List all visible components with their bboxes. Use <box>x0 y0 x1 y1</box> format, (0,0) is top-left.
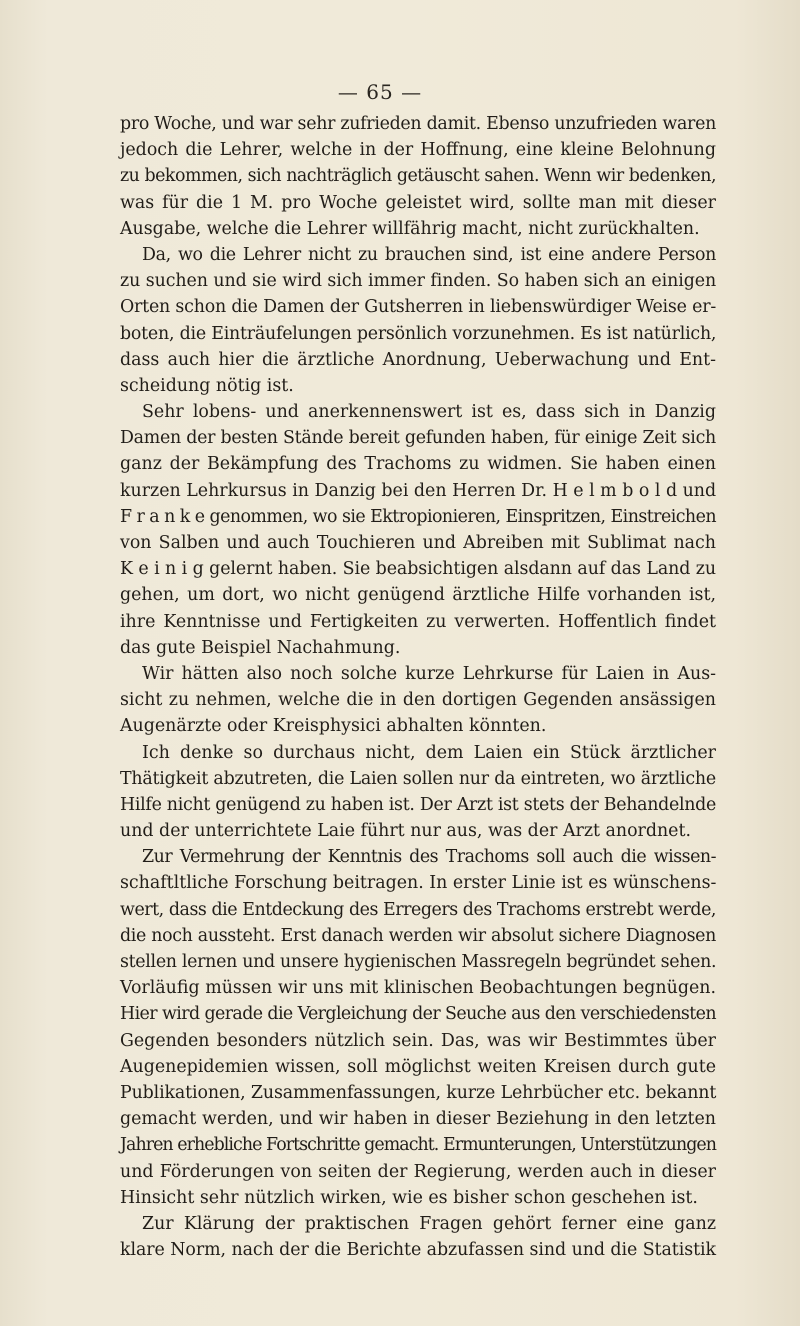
text-line: von Salben und auch Touchieren und Abreiben mit Sublimat nach <box>120 533 716 553</box>
text-line: ganz der Bekämpfung des Trachoms zu widmen. Sie haben einen <box>120 454 716 475</box>
text-line: Thätigkeit abzutreten, die Laien sollen nur da eintreten, wo ärztliche <box>120 768 716 789</box>
text-line: und der unterrichtete Laie führt nur aus, was der Arzt anordnet. <box>120 821 691 842</box>
text-line: dass auch hier die ärztliche Anordnung, Ueberwachung und Ent- <box>120 349 716 370</box>
text-line: Publikationen, Zusammenfassungen, kurze Lehrbücher etc. bekannt <box>120 1082 717 1103</box>
body-text <box>120 111 716 1263</box>
text-line: Jahren erhebliche Fortschritte gemacht. Ermunterungen, Unterstützungen <box>120 1135 716 1156</box>
text-line: Augenärzte oder Kreisphysici abhalten könnten. <box>120 716 547 737</box>
text-line: Sehr lobens- und anerkennenswert ist es, dass sich in Danzig <box>142 402 716 423</box>
text-line: boten, die Einträufelungen persönlich vorzunehmen. Es ist natürlich, <box>120 323 717 344</box>
text-line: scheidung nötig ist. <box>120 375 294 396</box>
text-line: Ausgabe, welche die Lehrer willfährig macht, nicht zurückhalten. <box>120 218 700 239</box>
text-line: Hilfe nicht genügend zu haben ist. Der Arzt ist stets der Behandelnde <box>120 794 716 815</box>
text-line: Augenepidemien wissen, soll möglichst weiten Kreisen durch gute <box>120 1056 716 1077</box>
text-line: K e i n i g gelernt haben. Sie beabsichtigen alsdann auf das Land zu <box>120 559 716 580</box>
text-line: Damen der besten Stände bereit gefunden haben, für einige Zeit sich <box>120 428 716 449</box>
text-line: wert, dass die Entdeckung des Erregers des Trachoms erstrebt werde, <box>120 899 716 920</box>
text-line: F r a n k e genommen, wo sie Ektropionieren, Einspritzen, Einstreichen <box>120 506 716 527</box>
text-line: klare Norm, nach der die Berichte abzufassen sind und die Statistik <box>120 1240 716 1261</box>
text-line: das gute Beispiel Nachahmung. <box>120 637 401 658</box>
page-number: — 65 — <box>337 80 423 104</box>
text-line: kurzen Lehrkursus in Danzig bei den Herren Dr. H e l m b o l d und <box>120 480 717 501</box>
text-line: Da, wo die Lehrer nicht zu brauchen sind, ist eine andere Person <box>142 244 716 265</box>
text-line: Vorläufig müssen wir uns mit klinischen Beobachtungen begnügen. <box>120 978 716 999</box>
text-line: schaftltliche Forschung beitragen. In erster Linie ist es wünschens- <box>120 873 717 894</box>
text-line: Zur Vermehrung der Kenntnis des Trachoms soll auch die wissen- <box>142 847 716 868</box>
text-line: Zur Klärung der praktischen Fragen gehört ferner eine ganz <box>142 1213 716 1234</box>
text-line: die noch aussteht. Erst danach werden wir absolut sichere Diagnosen <box>120 925 716 946</box>
text-line: gehen, um dort, wo nicht genügend ärztliche Hilfe vorhanden ist, <box>120 585 716 606</box>
text-line: Wir hätten also noch solche kurze Lehrkurse für Laien in Aus- <box>142 663 716 684</box>
text-line: Ich denke so durchaus nicht, dem Laien ein Stück ärztlicher <box>142 742 716 763</box>
text-line: pro Woche, und war sehr zufrieden damit. Ebenso unzufrieden waren <box>120 114 716 134</box>
text-line: was für die 1 M. pro Woche geleistet wird, sollte man mit dieser <box>120 192 716 213</box>
text-line: ihre Kenntnisse und Fertigkeiten zu verwerten. Hoffentlich findet <box>120 611 716 632</box>
text-line: Hier wird gerade die Vergleichung der Seuche aus den verschiedensten <box>120 1004 716 1025</box>
text-line: Hinsicht sehr nützlich wirken, wie es bisher schon geschehen ist. <box>120 1187 698 1208</box>
text-line: jedoch die Lehrer, welche in der Hoffnung, eine kleine Belohnung <box>120 140 716 161</box>
text-line: und Förderungen von seiten der Regierung, werden auch in dieser <box>120 1161 716 1182</box>
text-line: gemacht werden, und wir haben in dieser Beziehung in den letzten <box>120 1109 716 1130</box>
text-line: Gegenden besonders nützlich sein. Das, was wir Bestimmtes über <box>120 1030 716 1051</box>
text-line: zu bekommen, sich nachträglich getäuscht sahen. Wenn wir bedenken, <box>120 166 716 187</box>
text-line: Orten schon die Damen der Gutsherren in liebenswürdiger Weise er- <box>120 297 716 318</box>
text-line: sicht zu nehmen, welche die in den dortigen Gegenden ansässigen <box>120 690 716 711</box>
text-line: stellen lernen und unsere hygienischen Massregeln begründet sehen. <box>120 952 717 972</box>
text-line: zu suchen und sie wird sich immer finden. So haben sich an einigen <box>120 271 717 292</box>
